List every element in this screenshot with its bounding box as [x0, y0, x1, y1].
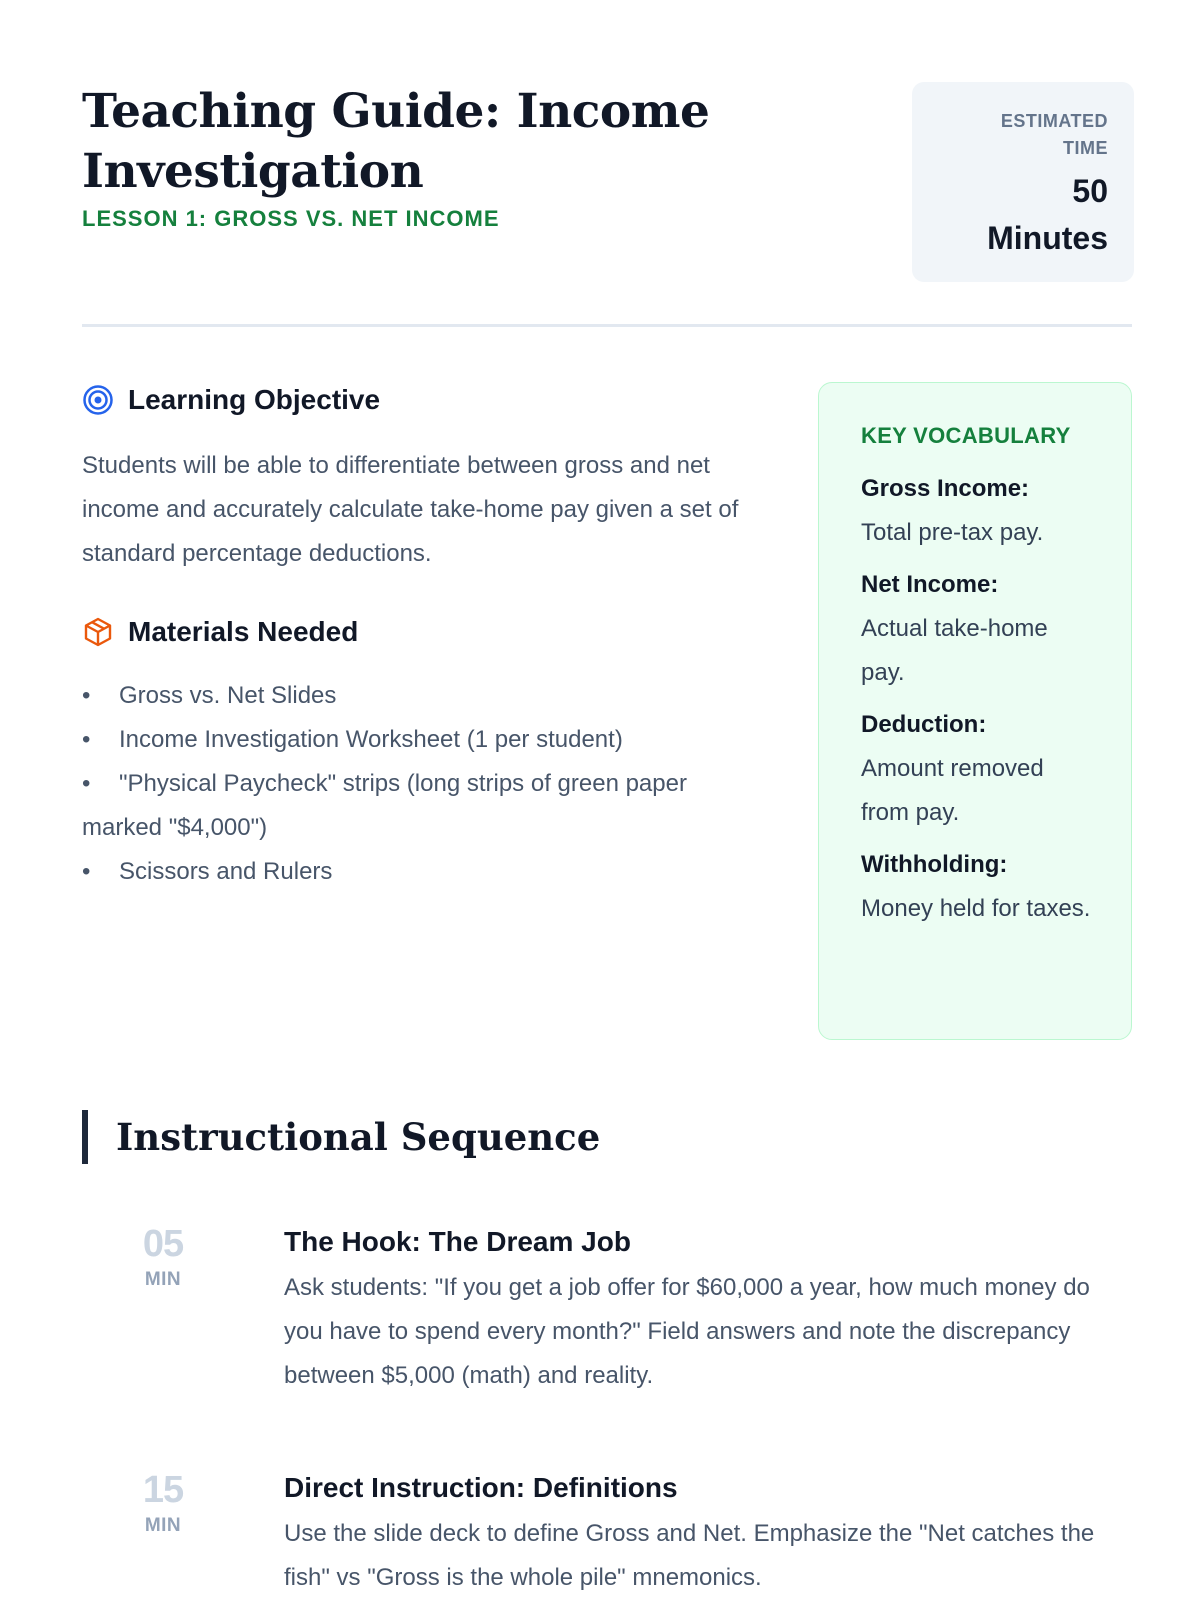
estimated-time-value — [912, 168, 1108, 262]
package-icon — [82, 616, 114, 648]
materials-list — [82, 674, 762, 894]
step-content — [284, 1468, 1124, 1600]
target-icon — [82, 384, 114, 416]
vocabulary-item — [861, 563, 1091, 695]
vocabulary-item — [861, 703, 1091, 835]
vocabulary-definition: Actual take-home pay. — [861, 615, 1048, 686]
list-item: • Scissors and Rulers — [82, 858, 333, 885]
time-label-line2: TIME — [1063, 138, 1108, 158]
step-duration — [132, 1222, 194, 1294]
time-value-number: 50 — [1072, 173, 1108, 209]
estimated-time-label — [912, 108, 1108, 162]
list-item: • Income Investigation Worksheet (1 per student) — [82, 726, 623, 753]
instructional-sequence-heading: Instructional Sequence — [82, 1110, 600, 1164]
step-minutes: 15 — [142, 1469, 184, 1511]
lesson-subtitle: LESSON 1: GROSS VS. NET INCOME — [82, 206, 500, 231]
time-label-line1: ESTIMATED — [1000, 111, 1108, 131]
page-title: Teaching Guide: Income Investigation — [82, 84, 710, 199]
learning-objective-text: Students will be able to differentiate between gross and net income and accurately calculate take-home pay given a set of standard percentage deductions. — [82, 452, 739, 567]
vocabulary-item — [861, 843, 1091, 931]
step-minutes: 05 — [142, 1223, 184, 1265]
vocabulary-term: Deduction: — [861, 711, 987, 738]
time-value-unit: Minutes — [987, 220, 1108, 256]
estimated-time-card — [912, 82, 1134, 282]
key-vocabulary-card — [818, 382, 1132, 1040]
step-title: Direct Instruction: Definitions — [284, 1472, 678, 1503]
learning-objective-title: Learning Objective — [128, 384, 381, 415]
vocabulary-term: Withholding: — [861, 851, 1008, 878]
page-header — [82, 82, 1132, 282]
vocabulary-title: KEY VOCABULARY — [861, 423, 1071, 448]
vocabulary-definition: Total pre-tax pay. — [861, 519, 1044, 546]
materials-title: Materials Needed — [128, 616, 359, 647]
materials-heading — [82, 616, 358, 648]
step-description: Ask students: "If you get a job offer for $60,000 a year, how much money do you have to spend every month?" Field answers and note the discrepancy between $5,000 (math) and reality. — [284, 1274, 1090, 1389]
step-minutes-unit: MIN — [144, 1269, 182, 1290]
vocabulary-definition: Money held for taxes. — [861, 895, 1091, 922]
step-content — [284, 1222, 1124, 1398]
header-divider — [82, 324, 1132, 327]
list-item: • "Physical Paycheck" strips (long strips of green paper marked "$4,000") — [82, 770, 687, 841]
vocabulary-definition: Amount removed from pay. — [861, 755, 1044, 826]
step-minutes-unit: MIN — [144, 1515, 182, 1536]
vocabulary-item — [861, 467, 1091, 555]
step-description: Use the slide deck to define Gross and Net. Emphasize the "Net catches the fish" vs "Gross is the whole pile" mnemonics. — [284, 1520, 1095, 1591]
step-title: The Hook: The Dream Job — [284, 1226, 631, 1257]
vocabulary-term: Gross Income: — [861, 475, 1030, 502]
list-item: • Gross vs. Net Slides — [82, 682, 337, 709]
step-duration — [132, 1468, 194, 1540]
vocabulary-term: Net Income: — [861, 571, 999, 598]
learning-objective-heading — [82, 384, 380, 416]
